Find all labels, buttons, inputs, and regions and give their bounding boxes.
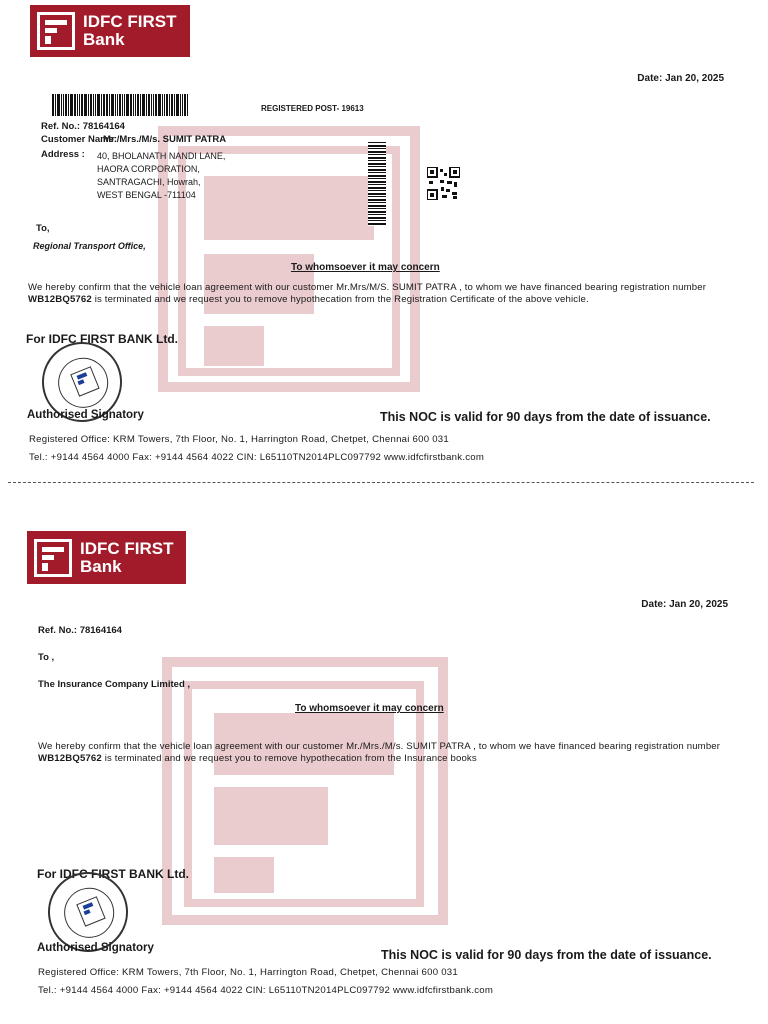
barcode-bar	[162, 94, 163, 116]
barcode-bar	[158, 94, 161, 116]
barcode-bar	[182, 94, 183, 116]
barcode-bar	[176, 94, 179, 116]
barcode-bar	[81, 94, 83, 116]
barcode-bar	[103, 94, 105, 116]
barcode-bar	[77, 94, 78, 116]
subject: To whomsoever it may concern	[295, 703, 444, 714]
barcode-bar	[130, 94, 132, 116]
bank-logo	[30, 5, 190, 57]
bank-name-line1: IDFC FIRST	[80, 538, 174, 558]
barcode-bar	[184, 94, 186, 116]
authorised-signatory: Authorised Signatory	[37, 942, 154, 954]
letter-body	[28, 282, 728, 306]
bank-logo-icon	[34, 539, 72, 577]
body-text: We hereby confirm that the vehicle loan agreement with our customer Mr.Mrs/M/S. SUMIT PATRA , to whom we have financed bearing registration number	[28, 282, 707, 293]
registration-number: WB12BQ5762	[38, 753, 102, 764]
letter-date: Date: Jan 20, 2025	[641, 599, 728, 610]
noc-validity: This NOC is valid for 90 days from the date of issuance.	[380, 410, 711, 424]
body-text: We hereby confirm that the vehicle loan agreement with our customer Mr./Mrs./M/s. SUMIT PATRA , to whom we have financed bearing registration number	[38, 741, 721, 752]
subject: To whomsoever it may concern	[291, 262, 440, 273]
barcode-bar	[84, 94, 87, 116]
barcode	[52, 94, 189, 116]
for-bank: For IDFC FIRST BANK Ltd.	[26, 332, 178, 346]
barcode-bar	[126, 94, 129, 116]
barcode-bar	[68, 94, 69, 116]
barcode-bar	[55, 94, 56, 116]
address-line: 40, BHOLANATH NANDI LANE,	[97, 151, 226, 161]
barcode-bar	[142, 94, 145, 116]
barcode-bar	[133, 94, 134, 116]
bank-logo-icon	[37, 12, 75, 50]
barcode-bar	[153, 94, 154, 116]
watermark-logo	[162, 657, 448, 925]
barcode-bar	[63, 94, 64, 116]
recipient: The Insurance Company Limited ,	[38, 679, 191, 690]
barcode-bar	[137, 94, 139, 116]
barcode-bar	[140, 94, 141, 116]
barcode-bar	[119, 94, 121, 116]
bank-name-line2: Bank	[80, 556, 122, 576]
barcode-bar	[146, 94, 147, 116]
body-text-cont: is terminated and we request you to remove hypothecation from the Insurance books	[101, 753, 477, 764]
footer-contact: Tel.: +9144 4564 4000 Fax: +9144 4564 4022 CIN: L65110TN2014PLC097792 www.idfcfirstbank.com	[29, 452, 485, 463]
barcode-bar	[171, 94, 173, 116]
barcode-bar	[155, 94, 157, 116]
barcode-bar	[106, 94, 108, 116]
address-line: SANTRAGACHI, Howrah,	[97, 177, 201, 187]
address-label: Address :	[41, 149, 85, 160]
body-text-cont: is terminated and we request you to remove hypothecation from the Registration Certificate of the above vehicle.	[91, 294, 589, 305]
barcode-bar	[88, 94, 89, 116]
barcode-bar	[70, 94, 73, 116]
footer-contact: Tel.: +9144 4564 4000 Fax: +9144 4564 4022 CIN: L65110TN2014PLC097792 www.idfcfirstbank.com	[38, 985, 494, 996]
barcode-bar	[124, 94, 125, 116]
barcode-bar	[148, 94, 150, 116]
ref-number: Ref. No.: 78164164	[38, 625, 122, 636]
ref-number: Ref. No.: 78164164	[41, 121, 125, 132]
bank-name-line2: Bank	[83, 30, 125, 49]
customer-name-label: Customer Name:	[41, 134, 118, 145]
registration-number: WB12BQ5762	[28, 294, 92, 305]
bank-name-line1: IDFC FIRST	[83, 12, 177, 31]
barcode-bar	[151, 94, 152, 116]
barcode-bar	[164, 94, 165, 116]
for-bank: For IDFC FIRST BANK Ltd.	[37, 867, 189, 881]
barcode-bar	[122, 94, 123, 116]
barcode-bar	[74, 94, 76, 116]
address-line: HAORA CORPORATION,	[97, 164, 200, 174]
barcode-bar	[115, 94, 116, 116]
barcode-bar	[97, 94, 100, 116]
barcode-bar	[174, 94, 175, 116]
barcode-bar	[180, 94, 181, 116]
authorised-signatory: Authorised Signatory	[27, 409, 144, 421]
barcode-bar	[52, 94, 54, 116]
address-line: WEST BENGAL -711104	[97, 190, 196, 200]
barcode-bar	[101, 94, 102, 116]
barcode-bar	[79, 94, 80, 116]
barcode-bar	[166, 94, 168, 116]
barcode-bar	[169, 94, 170, 116]
customer-name-value: Mr./Mrs./M/s. SUMIT PATRA	[103, 134, 227, 145]
barcode-bar	[187, 94, 188, 116]
qr-code-icon	[427, 167, 460, 200]
noc-validity: This NOC is valid for 90 days from the date of issuance.	[381, 948, 712, 962]
barcode-bar	[65, 94, 67, 116]
barcode-bar	[111, 94, 114, 116]
barcode-bar	[57, 94, 60, 116]
registered-post: REGISTERED POST- 19613	[261, 104, 364, 113]
footer-office: Registered Office: KRM Towers, 7th Floor, No. 1, Harrington Road, Chetpet, Chennai 600 031	[38, 967, 458, 978]
bank-logo	[27, 531, 186, 584]
footer-office: Registered Office: KRM Towers, 7th Floor, No. 1, Harrington Road, Chetpet, Chennai 600 031	[29, 434, 449, 445]
letter-body	[38, 741, 748, 765]
barcode-bar	[95, 94, 96, 116]
barcode-bar	[117, 94, 118, 116]
barcode-bar	[90, 94, 92, 116]
barcode-bar	[93, 94, 94, 116]
letter-date: Date: Jan 20, 2025	[637, 73, 724, 84]
to-label: To,	[36, 223, 50, 234]
to-label: To ,	[38, 652, 55, 663]
barcode-bar	[135, 94, 136, 116]
barcode-bar	[61, 94, 62, 116]
page-separator	[8, 482, 754, 483]
barcode-bar	[109, 94, 110, 116]
recipient: Regional Transport Office,	[33, 241, 146, 251]
address-block	[97, 150, 225, 202]
vertical-barcode	[368, 142, 386, 226]
